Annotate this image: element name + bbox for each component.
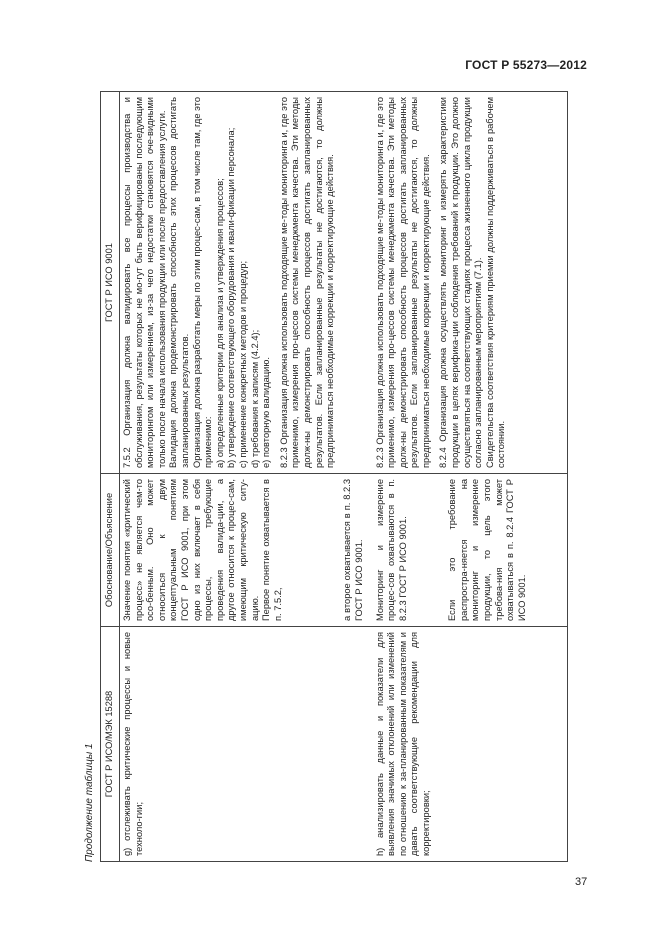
justification-para: Если это требование распростра-няется на мониторинг и измерение продукции, то цель этого требова-ния может охватываться в п. 8.2.4 ГОСТ Р ИСО 9001.: [447, 479, 527, 621]
table-row: [373, 92, 568, 862]
cell-requirement: [120, 627, 373, 862]
rotated-table-area: [80, 92, 568, 862]
justification-para: Значение понятия «критический процесс» не является чем-то осо-бенным. Оно может относиться к двум концептуальным понятиям ГОСТ Р ИСО 9001, при этом одно из них включает в себя процессы, требующие проведения валида-ции, а другое относится к процес-сам, имеющим критическую ситу-ацию.: [122, 479, 260, 621]
header-justification: Обоснование/Объяснение: [101, 474, 120, 627]
clause-text: Валидация должна продемонстрировать способность этих процессов достигать запланированных результатов.: [168, 97, 190, 468]
justification-para: Мониторинг и измерение процес-сов охватываются в п. 8.2.3 ГОСТ Р ИСО 9001.: [374, 479, 408, 621]
cell-gost-9001: [373, 92, 568, 474]
clause-text: 8.2.3 Организация должна использовать подходящие ме-тоды мониторинга и, где это применимо, измерения про-цессов системы менеджмента качества. Эти методы долж-ны демонстрировать способность процессов достигать запланированных результатов. Если запланированные результаты не достигаются, то должны предприниматься необходимые коррекции и корректирующие действия.: [278, 97, 336, 468]
cell-justification: [373, 474, 568, 627]
document-header: ГОСТ Р 55273—2012: [465, 58, 587, 72]
table-header-row: [101, 92, 120, 862]
clause-text: 7.5.2 Организация должна валидировать все процессы производства и обслуживания, результаты которых не мо-гут быть верифицированы последующим мониторингом или измерением, из-за чего недостатки становятся оче-видными только после начала использования продукции или после предоставления услуги.: [122, 97, 167, 468]
cell-gost-9001: [120, 92, 373, 474]
requirement-text: g) отслеживать критические процессы и новые техноло-гии;: [122, 632, 144, 856]
page-number: 37: [575, 876, 588, 888]
table-row: [120, 92, 373, 862]
cell-justification: [120, 474, 373, 627]
clause-text: a) определенные критерии для анализа и утверждения процессов;: [214, 178, 225, 468]
cell-requirement: [373, 627, 568, 862]
header-gost-9001: ГОСТ Р ИСО 9001: [101, 92, 120, 474]
justification-para: Первое понятие охватывается в п. 7.5.2,: [261, 479, 283, 621]
justification-para: а второе охватывается в п. 8.2.3 ГОСТ Р ИСО 9001.: [342, 479, 364, 621]
comparison-table: [100, 91, 568, 862]
clause-text: 8.2.3 Организация должна использовать подходящие ме-тоды мониторинга и, где это применимо, измерения про-цессов системы менеджмента качества. Эти методы долж-ны демонстрировать способность процессов достигать запланированных результатов. Если запланированные результаты не достигаются, то должны предприниматься необходимые коррекции и корректирующие действия.: [374, 97, 431, 468]
requirement-text: h) анализировать данные и показатели для выявления значимых отклонений или изменений по отношению к за-планированным показателям и давать соответствующие рекомендации для корректировки;: [374, 632, 431, 856]
table-caption: Продолжение таблицы 1: [84, 743, 95, 862]
clause-text: b) утверждение соответствующего оборудования и квали-фикации персонала;: [226, 127, 237, 468]
clause-text: Организация должна разработать меры по этим процес-сам, в том числе там, где это применимо:: [191, 97, 214, 468]
header-gost-15288: ГОСТ Р ИСО/МЭК 15288: [101, 627, 120, 862]
clause-text: d) требования к записям (4.2.4);: [249, 329, 260, 468]
clause-text: c) применение конкретных методов и процедур;: [237, 260, 248, 468]
clause-text: Свидетельства соответствия критериям приемки должны поддерживаться в рабочем состоянии.: [484, 97, 507, 468]
clause-text: 8.2.4 Организация должна осуществлять мониторинг и измерять характеристики продукции в целях верифика-ции соблюдения требований к продукции. Это должно осуществляться на соответствующих стадиях процесса жизненного цикла продукции согласно запланированным мероприятиям (7.1).: [438, 97, 484, 468]
clause-text: e) повторную валидацию.: [261, 357, 272, 468]
